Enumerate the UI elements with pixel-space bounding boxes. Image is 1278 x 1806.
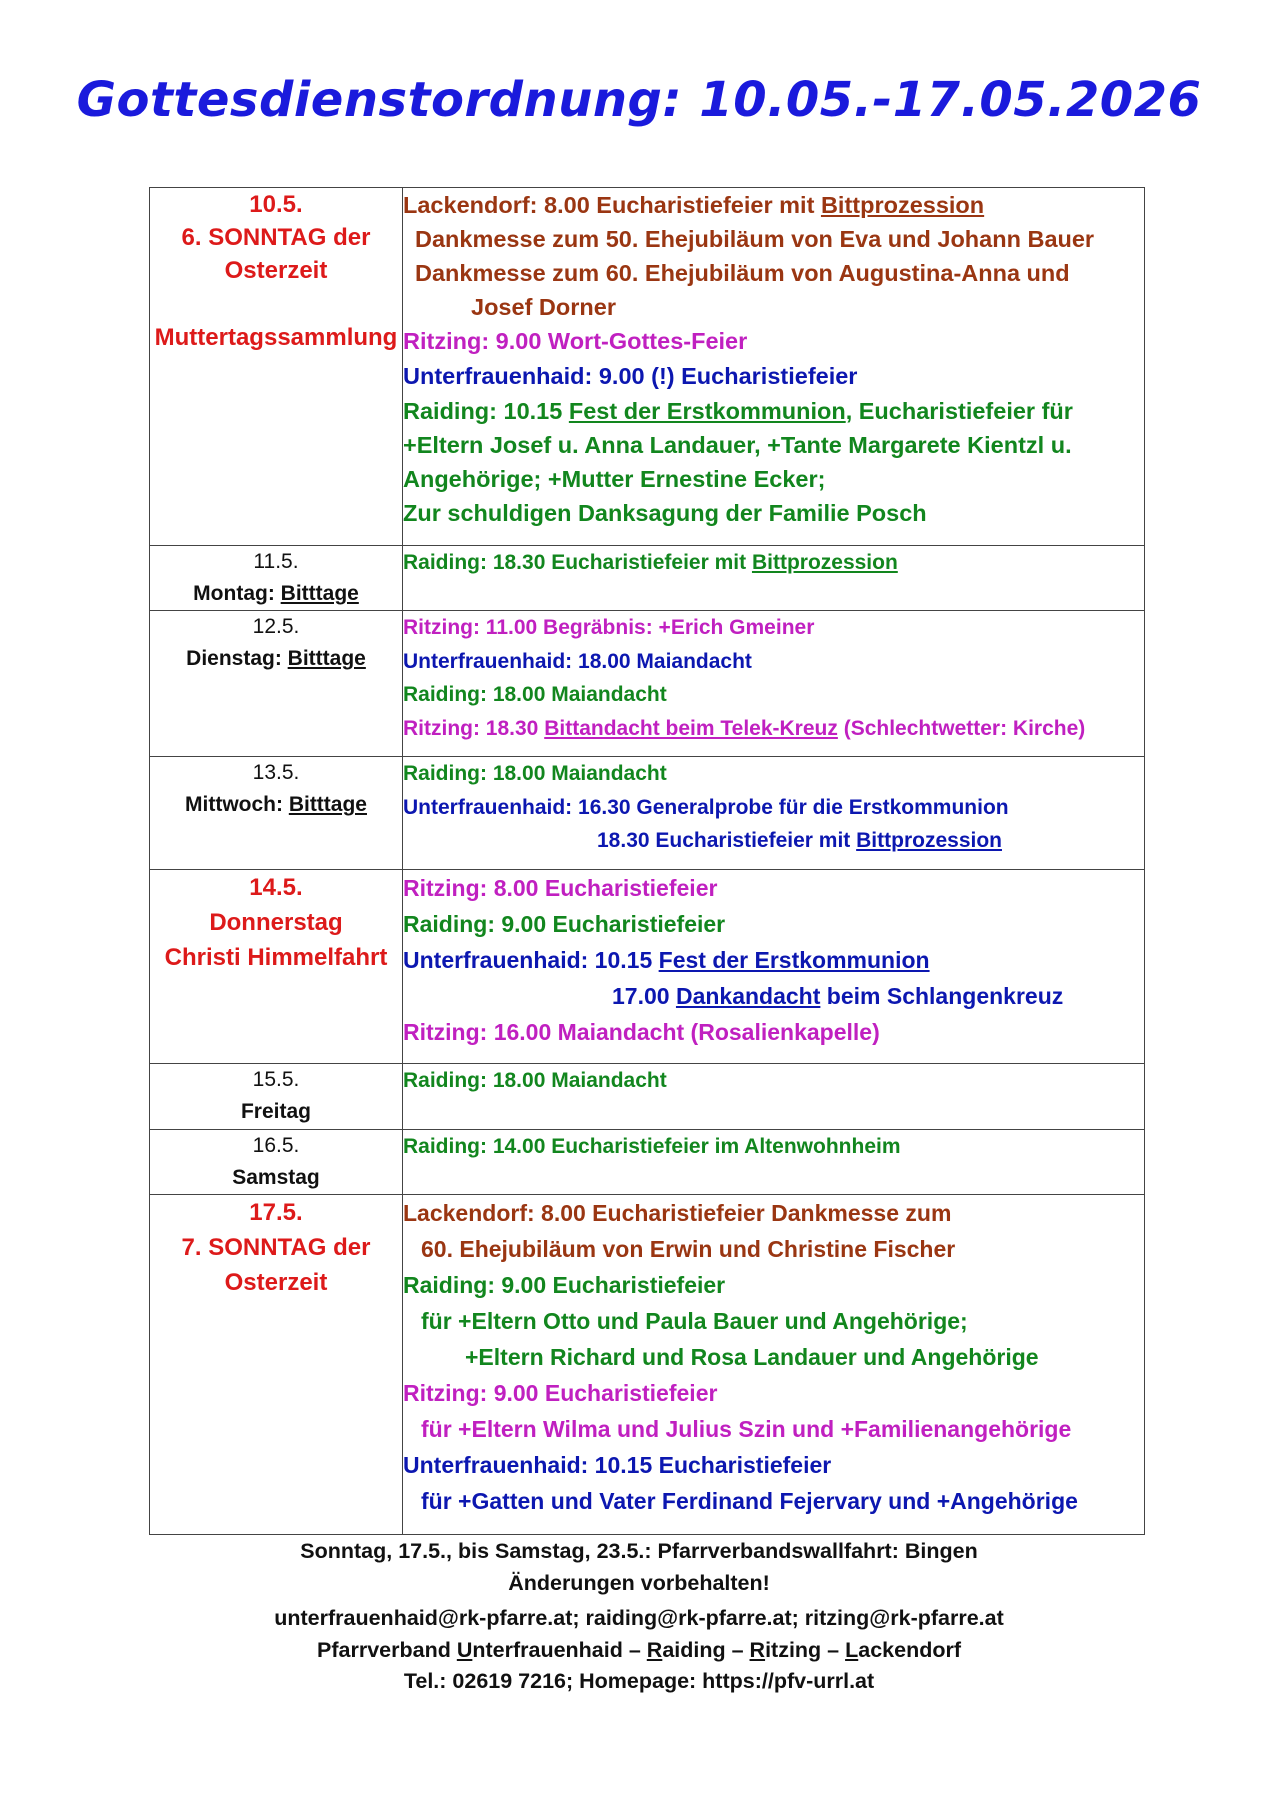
event-line: Ritzing: 8.00 Eucharistiefeier (403, 875, 718, 901)
table-row (150, 546, 1145, 611)
day-name: 6. SONNTAG der (181, 224, 371, 251)
event-line: 18.30 Eucharistiefeier mit Bittprozession (597, 829, 1002, 852)
events-cell (403, 1130, 1145, 1195)
day-cell (150, 870, 403, 1064)
day-date: 12.5. (252, 615, 300, 638)
event-line: 60. Ehejubiläum von Erwin und Christine Fischer (421, 1236, 956, 1262)
table-row (150, 1195, 1145, 1535)
event-line: Unterfrauenhaid: 18.00 Maiandacht (403, 649, 752, 673)
event-line: für +Gatten und Vater Ferdinand Fejervary und +Angehörige (421, 1488, 1078, 1514)
day-name: Dienstag: Bitttage (186, 647, 366, 670)
event-line: Dankmesse zum 60. Ehejubiläum von Augustina-Anna und (415, 260, 1070, 286)
table-row (150, 1064, 1145, 1130)
table-row (150, 188, 1145, 546)
email-addresses: unterfrauenhaid@rk-pfarre.at; raiding@rk-pfarre.at; ritzing@rk-pfarre.at (274, 1606, 1004, 1630)
event-line: Unterfrauenhaid: 9.00 (!) Eucharistiefeier (403, 363, 858, 389)
day-note: Muttertagssammlung (154, 324, 398, 351)
schedule-table (149, 187, 1145, 1535)
events-cell (403, 546, 1145, 611)
page-title: Gottesdienstordnung: 10.05.-17.05.2026 (76, 72, 1202, 128)
table-row (150, 1130, 1145, 1195)
day-date: 13.5. (252, 761, 300, 784)
event-line: +Eltern Richard und Rosa Landauer und Angehörige (465, 1344, 1039, 1370)
event-line: Unterfrauenhaid: 10.15 Eucharistiefeier (403, 1452, 832, 1478)
day-name: Montag: Bitttage (193, 582, 359, 605)
day-name: Osterzeit (224, 1269, 328, 1296)
contact-info: Tel.: 02619 7216; Homepage: https://pfv-urrl.at (403, 1669, 875, 1693)
table-row (150, 870, 1145, 1064)
day-date: 14.5. (249, 874, 303, 901)
table-row (150, 757, 1145, 870)
day-cell (150, 757, 403, 870)
day-name: Samstag (232, 1166, 320, 1189)
day-cell (150, 546, 403, 611)
changes-note: Änderungen vorbehalten! (508, 1570, 770, 1595)
day-cell (150, 1130, 403, 1195)
event-line: Unterfrauenhaid: 10.15 Fest der Erstkommunion (403, 947, 930, 973)
event-line: Ritzing: 9.00 Eucharistiefeier (403, 1380, 718, 1406)
event-line: Raiding: 10.15 Fest der Erstkommunion, Eucharistiefeier für (403, 398, 1073, 424)
day-name: Freitag (240, 1100, 311, 1123)
day-date: 15.5. (252, 1068, 300, 1091)
events-cell (403, 188, 1145, 546)
day-name: Donnerstag (209, 909, 343, 936)
day-date: 17.5. (249, 1199, 303, 1226)
events-cell (403, 757, 1145, 870)
pilgrimage-note: Sonntag, 17.5., bis Samstag, 23.5.: Pfarrverbandswallfahrt: Bingen (300, 1539, 978, 1563)
event-line: Raiding: 9.00 Eucharistiefeier (403, 911, 726, 937)
day-cell (150, 1195, 403, 1535)
day-name: 7. SONNTAG der (181, 1234, 371, 1261)
day-cell (150, 1064, 403, 1130)
table-row (150, 611, 1145, 757)
event-line: für +Eltern Wilma und Julius Szin und +Familienangehörige (421, 1416, 1072, 1442)
event-line: +Eltern Josef u. Anna Landauer, +Tante Margarete Kientzl u. (403, 432, 1072, 458)
event-line: Unterfrauenhaid: 16.30 Generalprobe für die Erstkommunion (403, 795, 1009, 819)
day-cell (150, 188, 403, 546)
events-cell (403, 1064, 1145, 1130)
event-line: Dankmesse zum 50. Ehejubiläum von Eva und Johann Bauer (415, 226, 1095, 252)
event-line: Ritzing: 9.00 Wort-Gottes-Feier (403, 328, 748, 354)
parish-association: Pfarrverband Unterfrauenhaid – Raiding – Ritzing – Lackendorf (317, 1637, 961, 1662)
event-line: Raiding: 18.30 Eucharistiefeier mit Bittprozession (403, 551, 898, 574)
event-line: für +Eltern Otto und Paula Bauer und Angehörige; (421, 1308, 968, 1334)
event-line: Lackendorf: 8.00 Eucharistiefeier Dankmesse zum (403, 1200, 952, 1226)
day-feast: Christi Himmelfahrt (164, 944, 388, 971)
day-date: 11.5. (253, 550, 299, 573)
day-name: Mittwoch: Bitttage (185, 793, 367, 816)
day-date: 16.5. (252, 1134, 300, 1157)
day-date: 10.5. (249, 191, 303, 218)
day-cell (150, 611, 403, 757)
event-line: Josef Dorner (471, 294, 616, 320)
event-line: Raiding: 14.00 Eucharistiefeier im Altenwohnheim (403, 1135, 901, 1158)
day-name: Osterzeit (224, 257, 328, 284)
event-line: Lackendorf: 8.00 Eucharistiefeier mit Bittprozession (403, 192, 985, 218)
events-cell (403, 611, 1145, 757)
event-line: Raiding: 18.00 Maiandacht (403, 683, 667, 706)
event-line: Raiding: 9.00 Eucharistiefeier (403, 1272, 726, 1298)
event-line: Zur schuldigen Danksagung der Familie Posch (403, 500, 927, 526)
events-cell (403, 1195, 1145, 1535)
footer (0, 1536, 1278, 1698)
event-line: Ritzing: 16.00 Maiandacht (Rosalienkapelle) (403, 1019, 880, 1045)
event-line: Raiding: 18.00 Maiandacht (403, 762, 667, 785)
events-cell (403, 870, 1145, 1064)
event-line: Ritzing: 11.00 Begräbnis: +Erich Gmeiner (403, 616, 815, 639)
event-line: Angehörige; +Mutter Ernestine Ecker; (403, 466, 826, 492)
event-line: Raiding: 18.00 Maiandacht (403, 1069, 667, 1092)
event-line: 17.00 Dankandacht beim Schlangenkreuz (612, 983, 1064, 1009)
event-line: Ritzing: 18.30 Bittandacht beim Telek-Kreuz (Schlechtwetter: Kirche) (403, 716, 1086, 740)
